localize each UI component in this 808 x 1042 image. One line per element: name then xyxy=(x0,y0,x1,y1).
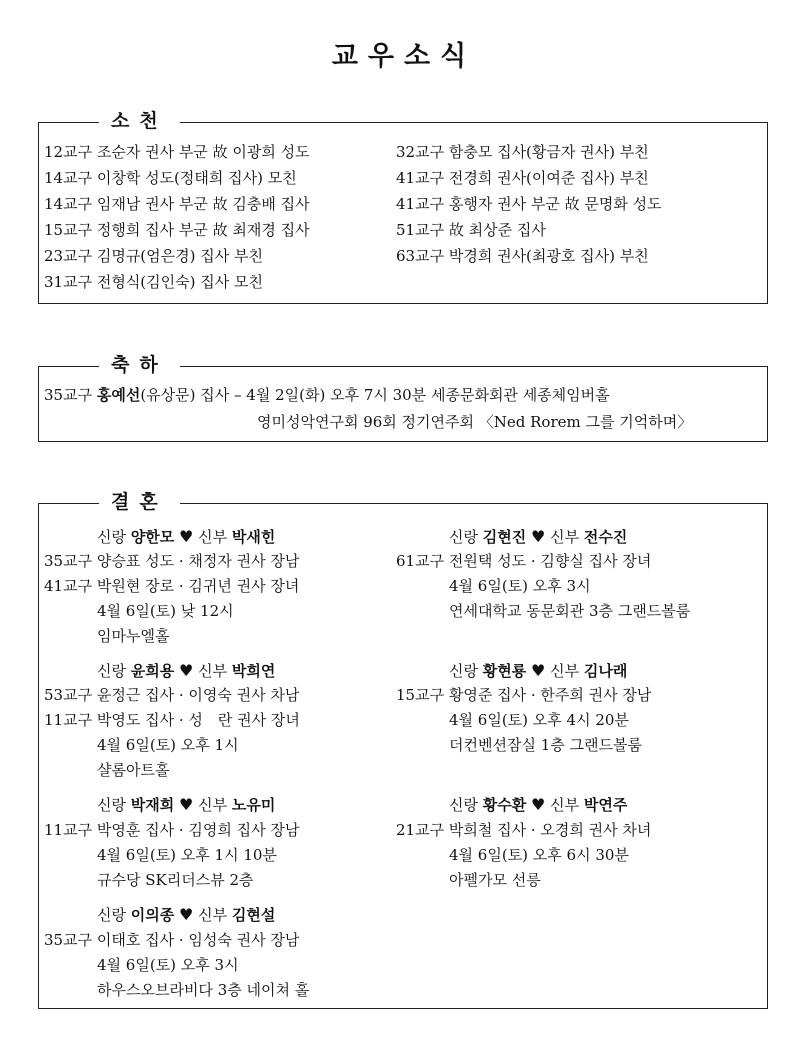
condolence-item: 12교구 조순자 권사 부군 故 이광희 성도 xyxy=(44,143,310,161)
heart-icon: ♥ xyxy=(179,905,194,924)
condolence-item: 63교구 박경희 권사(최광호 집사) 부친 xyxy=(396,247,649,265)
wedding-venue: 샬롬아트홀 xyxy=(97,761,170,779)
wedding-parents: 41교구 박원현 장로 · 김귀년 권사 장녀 xyxy=(44,577,300,595)
wedding-venue: 더컨벤션잠실 1층 그랜드볼룸 xyxy=(449,736,642,754)
wedding-venue: 규수당 SK리더스뷰 2층 xyxy=(97,871,254,889)
wedding-datetime: 4월 6일(토) 오후 3시 xyxy=(97,956,239,974)
congratulation-name: 홍예선 xyxy=(96,386,141,404)
wedding-couple: 신랑 윤희용 ♥ 신부 박희연 xyxy=(97,661,276,680)
heart-icon: ♥ xyxy=(531,795,546,814)
congratulation-section xyxy=(38,354,768,442)
wedding-couple: 신랑 이의종 ♥ 신부 김현설 xyxy=(97,905,276,924)
wedding-parents: 61교구 전원택 성도 · 김향실 집사 장녀 xyxy=(396,552,652,570)
congratulation-line: 영미성악연구회 96회 정기연주회 〈Ned Rorem 그를 기억하며〉 xyxy=(257,413,693,431)
wedding-venue: 임마누엘홀 xyxy=(97,627,170,645)
wedding-couple: 신랑 황수환 ♥ 신부 박연주 xyxy=(449,795,628,814)
congratulation-prefix: 35교구 xyxy=(44,386,97,404)
wedding-venue: 하우스오브라비다 3층 네이쳐 홀 xyxy=(97,981,310,999)
congratulation-section-title: 축하 xyxy=(99,352,180,378)
heart-icon: ♥ xyxy=(179,661,194,680)
wedding-parents: 15교구 황영준 집사 · 한주희 권사 장남 xyxy=(396,686,652,704)
condolence-item: 41교구 홍행자 권사 부군 故 문명화 성도 xyxy=(396,195,662,213)
wedding-venue: 연세대학교 동문회관 3층 그랜드볼룸 xyxy=(449,602,691,620)
page-title: 교우소식 xyxy=(331,41,477,72)
wedding-couple: 신랑 김현진 ♥ 신부 전수진 xyxy=(449,527,628,546)
wedding-parents: 35교구 양승표 성도 · 채정자 권사 장남 xyxy=(44,552,300,570)
condolence-item: 15교구 정행희 집사 부군 故 최재경 집사 xyxy=(44,221,310,239)
heart-icon: ♥ xyxy=(531,527,546,546)
wedding-section-title: 결혼 xyxy=(99,489,180,515)
wedding-parents: 53교구 윤정근 집사 · 이영숙 권사 차남 xyxy=(44,686,300,704)
congratulation-detail: (유상문) 집사 – 4월 2일(화) 오후 7시 30분 세종문화회관 세종체임버홀 xyxy=(140,386,610,404)
condolence-item: 41교구 전경희 권사(이여준 집사) 부친 xyxy=(396,169,649,187)
condolence-item: 23교구 김명규(엄은경) 집사 부친 xyxy=(44,247,263,265)
condolence-item: 14교구 이창학 성도(정태희 집사) 모친 xyxy=(44,169,297,187)
condolence-section xyxy=(38,110,768,304)
wedding-section xyxy=(38,491,768,1009)
condolence-item: 32교구 함충모 집사(황금자 권사) 부친 xyxy=(396,143,649,161)
wedding-couple: 신랑 박재희 ♥ 신부 노유미 xyxy=(97,795,276,814)
wedding-parents: 11교구 박영도 집사 · 성 란 권사 장녀 xyxy=(44,711,300,729)
heart-icon: ♥ xyxy=(531,661,546,680)
heart-icon: ♥ xyxy=(179,795,194,814)
wedding-datetime: 4월 6일(토) 오후 1시 10분 xyxy=(97,846,277,864)
condolence-item: 31교구 전형식(김인숙) 집사 모친 xyxy=(44,273,263,291)
wedding-datetime: 4월 6일(토) 오후 1시 xyxy=(97,736,239,754)
condolence-item: 51교구 故 최상준 집사 xyxy=(396,221,546,239)
wedding-parents: 21교구 박희철 집사 · 오경희 권사 차녀 xyxy=(396,821,652,839)
congratulation-line xyxy=(44,384,610,406)
wedding-parents: 35교구 이태호 집사 · 임성숙 권사 장남 xyxy=(44,931,300,949)
wedding-datetime: 4월 6일(토) 오후 4시 20분 xyxy=(449,711,629,729)
wedding-couple: 신랑 양한모 ♥ 신부 박새힌 xyxy=(97,527,276,546)
heart-icon: ♥ xyxy=(179,527,194,546)
wedding-datetime: 4월 6일(토) 오후 6시 30분 xyxy=(449,846,629,864)
wedding-couple: 신랑 황현룡 ♥ 신부 김나래 xyxy=(449,661,628,680)
wedding-parents: 11교구 박영훈 집사 · 김영희 집사 장남 xyxy=(44,821,300,839)
wedding-datetime: 4월 6일(토) 낮 12시 xyxy=(97,602,234,620)
wedding-venue: 아펠가모 선릉 xyxy=(449,871,541,889)
condolence-item: 14교구 임재남 권사 부군 故 김충배 집사 xyxy=(44,195,310,213)
condolence-section-title: 소천 xyxy=(99,108,180,134)
wedding-datetime: 4월 6일(토) 오후 3시 xyxy=(449,577,591,595)
